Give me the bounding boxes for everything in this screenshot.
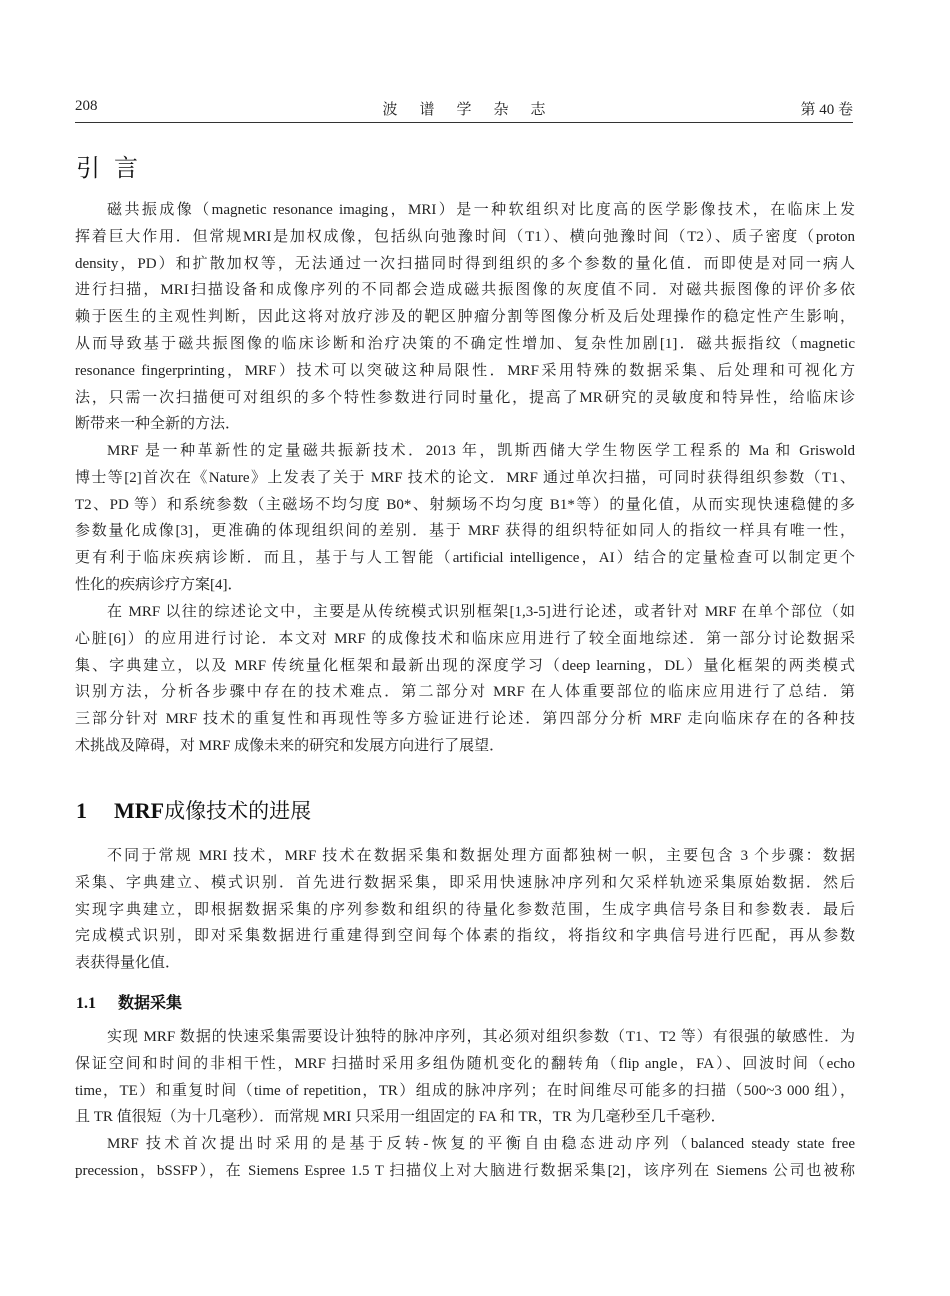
text-line: 完成模式识别，即对采集数据进行重建得到空间每个体素的指纹，将指纹和字典信号进行匹配，再从参数 bbox=[75, 928, 855, 945]
page-number: 208 bbox=[75, 98, 98, 114]
section-number: 1 bbox=[76, 798, 87, 823]
section-1-1-paragraph-1 bbox=[75, 1024, 855, 1131]
text-line: 保证空间和时间的非相干性，MRF 扫描时采用多组伪随机变化的翻转角（flip angle，FA）、回波时间（echo bbox=[75, 1055, 855, 1072]
text-line: 识别方法，分析各步骤中存在的技术难点．第二部分对 MRF 在人体重要部位的临床应用进行了总结．第 bbox=[75, 684, 855, 701]
section-1-1-paragraph-2 bbox=[75, 1131, 855, 1185]
text-line: time，TE）和重复时间（time of repetition，TR）组成的脉冲序列；在时间维尽可能多的扫描（500~3 000 组）， bbox=[75, 1082, 855, 1099]
journal-title: 波谱学杂志 bbox=[382, 102, 568, 118]
text-line: 实现 MRF 数据的快速采集需要设计独特的脉冲序列，其必须对组织参数（T1、T2 等）有很强的敏感性．为 bbox=[107, 1029, 855, 1045]
text-line: 心脏[6]）的应用进行讨论．本文对 MRF 的成像技术和临床应用进行了较全面地综述．第一部分讨论数据采 bbox=[75, 630, 855, 647]
text-line: 断带来一种全新的方法． bbox=[75, 416, 241, 433]
text-line: 采集、字典建立、模式识别．首先进行数据采集，即采用快速脉冲序列和欠采样轨迹采集原始数据．然后 bbox=[75, 874, 855, 891]
subsection-number: 1.1 bbox=[76, 995, 96, 1012]
running-head bbox=[75, 98, 853, 120]
text-line: 不同于常规 MRI 技术，MRF 技术在数据采集和数据处理方面都独树一帜，主要包含 3 个步骤：数据 bbox=[107, 848, 855, 864]
text-line: 博士等[2]首次在《Nature》上发表了关于 MRF 技术的论文．MRF 通过单次扫描，可同时获得组织参数（T1、 bbox=[75, 469, 855, 486]
section-1-heading bbox=[76, 795, 311, 825]
text-line: 表获得量化值． bbox=[75, 955, 181, 972]
text-line: 且 TR 值很短（为十几毫秒）．而常规 MRI 只采用一组固定的 FA 和 TR，TR 为几毫秒至几千毫秒． bbox=[75, 1109, 726, 1126]
text-line: 更有利于临床疾病诊断．而且，基于与人工智能（artificial intelligence，AI）结合的定量检查可以制定更个 bbox=[75, 550, 855, 567]
text-line: 三部分针对 MRF 技术的重复性和再现性等多方验证进行论述．第四部分分析 MRF 走向临床存在的各种技 bbox=[75, 711, 855, 728]
text-line: 参数量化成像[3]，更准确的体现组织间的差别．基于 MRF 获得的组织特征如同人的指纹一样具有唯一性， bbox=[75, 523, 855, 540]
text-line: 挥着巨大作用．但常规MRI是加权成像，包括纵向弛豫时间（T1）、横向弛豫时间（T2）、质子密度（proton bbox=[75, 228, 855, 245]
text-line: 实现字典建立，即根据数据采集的序列参数和组织的待量化参数范围，生成字典信号条目和参数表．最后 bbox=[75, 901, 855, 918]
intro-paragraph-3 bbox=[75, 599, 855, 760]
intro-paragraph-1 bbox=[75, 197, 855, 438]
text-line: 从而导致基于磁共振图像的临床诊断和治疗决策的不确定性增加、复杂性加剧[1]．磁共振指纹（magnetic bbox=[75, 335, 855, 352]
text-line: T2、PD 等）和系统参数（主磁场不均匀度 B0*、射频场不均匀度 B1*等）的量化值，从而实现快速稳健的多 bbox=[75, 496, 855, 513]
section-title-en: MRF bbox=[114, 798, 165, 823]
section-title-cn: 成像技术的进展 bbox=[164, 799, 312, 823]
header-rule bbox=[75, 122, 853, 123]
text-line: 在 MRF 以往的综述论文中，主要是从传统模式识别框架[1,3-5]进行论述，或者针对 MRF 在单个部位（如 bbox=[107, 604, 855, 620]
text-line: resonance fingerprinting，MRF）技术可以突破这种局限性．MRF采用特殊的数据采集、后处理和可视化方 bbox=[75, 362, 855, 379]
section-1-paragraph bbox=[75, 843, 855, 977]
text-line: MRF 是一种革新性的定量磁共振新技术．2013 年，凯斯西储大学生物医学工程系的 Ma 和 Griswold bbox=[107, 443, 855, 459]
text-line: 进行扫描，MRI扫描设备和成像序列的不同都会造成磁共振图像的灰度值不同．对磁共振图像的评价多依 bbox=[75, 282, 855, 299]
text-line: MRF 技术首次提出时采用的是基于反转-恢复的平衡自由稳态进动序列（balanced steady state free bbox=[107, 1136, 855, 1152]
section-1-1-heading bbox=[76, 990, 182, 1013]
text-line: 法，只需一次扫描便可对组织的多个特性参数进行同时量化，提高了MR研究的灵敏度和特异性，给临床诊 bbox=[75, 389, 855, 406]
text-line: 集、字典建立，以及 MRF 传统量化框架和最新出现的深度学习（deep learning，DL）量化框架的两类模式 bbox=[75, 657, 855, 674]
text-line: 磁共振成像（magnetic resonance imaging，MRI）是一种软组织对比度高的医学影像技术，在临床上发 bbox=[107, 202, 855, 218]
text-line: precession，bSSFP），在 Siemens Espree 1.5 T 扫描仪上对大脑进行数据采集[2]，该序列在 Siemens 公司也被称 bbox=[75, 1162, 855, 1179]
text-line: density，PD）和扩散加权等，无法通过一次扫描同时得到组织的多个参数的量化值．而即使是对同一病人 bbox=[75, 255, 855, 272]
text-line: 赖于医生的主观性判断，因此这将对放疗涉及的靶区肿瘤分割等图像分析及后处理操作的稳定性产生影响， bbox=[75, 309, 855, 326]
intro-paragraph-2 bbox=[75, 438, 855, 599]
volume-label: 第 40 卷 bbox=[800, 102, 853, 118]
text-line: 术挑战及障碍，对 MRF 成像未来的研究和发展方向进行了展望． bbox=[75, 737, 505, 754]
intro-heading: 引言 bbox=[76, 154, 152, 182]
text-line: 性化的疾病诊疗方案[4]． bbox=[75, 576, 243, 593]
subsection-title: 数据采集 bbox=[118, 993, 183, 1012]
